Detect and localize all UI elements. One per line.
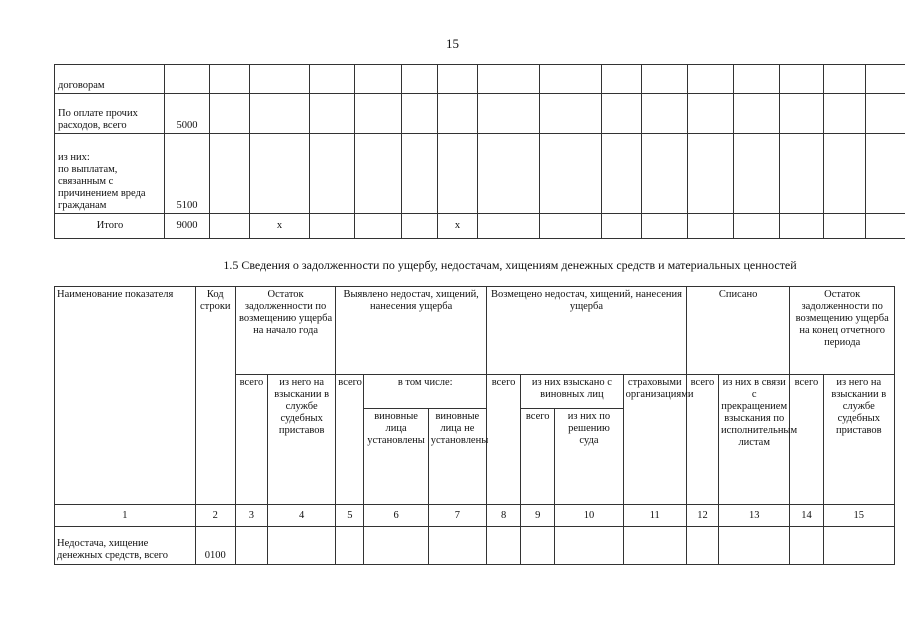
cell-mark: x	[250, 214, 310, 239]
row-name: Недостача, хищение денежных средств, всего	[55, 527, 196, 565]
row-label: Итого	[55, 214, 165, 239]
column-number: 12	[686, 505, 718, 527]
header-total: всего	[235, 375, 267, 505]
row-label: По оплате прочих расходов, всего	[55, 94, 165, 134]
row-code: 9000	[165, 214, 210, 239]
main-table	[54, 286, 895, 565]
header-balance-end: Остаток задолженности по возмещению ущерба на конец отчетного периода	[790, 287, 895, 375]
column-number: 7	[428, 505, 486, 527]
header-total: всего	[336, 375, 364, 505]
header-recovered-guilty: из них взыскано с виновных лиц	[521, 375, 623, 409]
column-number: 6	[364, 505, 428, 527]
column-number: 10	[555, 505, 623, 527]
row-label: договорам	[55, 65, 165, 94]
header-guilty-known: виновные лица установлены	[364, 409, 428, 505]
header-code: Код строки	[195, 287, 235, 505]
cell-mark: x	[438, 214, 478, 239]
header-guilty-unknown: виновные лица не установлены	[428, 409, 486, 505]
column-numbers-row	[55, 505, 895, 527]
table-row	[55, 65, 905, 94]
header-compensated: Возмещено недостач, хищений, нанесения ущерба	[486, 287, 686, 375]
table-row	[55, 527, 895, 565]
header-total: всего	[790, 375, 823, 505]
header-written-off: Списано	[686, 287, 789, 375]
top-table	[54, 64, 905, 239]
column-number: 13	[719, 505, 790, 527]
column-number: 11	[623, 505, 686, 527]
column-number: 9	[521, 505, 555, 527]
column-number: 3	[235, 505, 267, 527]
table-row	[55, 134, 905, 214]
column-number: 14	[790, 505, 823, 527]
header-total: всего	[521, 409, 555, 505]
header-identified: Выявлено недостач, хищений, нанесения ущерба	[336, 287, 487, 375]
row-code: 5000	[165, 94, 210, 134]
header-row	[55, 287, 895, 375]
header-by-court: из них по решению суда	[555, 409, 623, 505]
page-number: 15	[446, 36, 459, 51]
header-name: Наименование показателя	[55, 287, 196, 505]
column-number: 5	[336, 505, 364, 527]
header-total: всего	[486, 375, 520, 505]
table-row	[55, 214, 905, 239]
header-termination: из них в связи с прекращением взыскания по исполнительным листам	[719, 375, 790, 505]
table-row	[55, 94, 905, 134]
column-number: 15	[823, 505, 894, 527]
column-number: 1	[55, 505, 196, 527]
header-including: в том числе:	[364, 375, 487, 409]
header-balance-start: Остаток задолженности по возмещению ущерба на начало года	[235, 287, 335, 375]
row-code: 5100	[165, 134, 210, 214]
header-total: всего	[686, 375, 718, 505]
row-label: из них: по выплатам, связанным с причинением вреда гражданам	[55, 134, 165, 214]
row-code: 0100	[195, 527, 235, 565]
row-code	[165, 65, 210, 94]
header-bailiff: из него на взыскании в службе судебных приставов	[823, 375, 894, 505]
header-bailiff: из него на взыскании в службе судебных приставов	[267, 375, 335, 505]
column-number: 2	[195, 505, 235, 527]
column-number: 4	[267, 505, 335, 527]
header-insurance: страховыми организациями	[623, 375, 686, 505]
section-title: 1.5 Сведения о задолженности по ущербу, недостачам, хищениям денежных средств и материальных ценностей	[223, 258, 797, 272]
column-number: 8	[486, 505, 520, 527]
